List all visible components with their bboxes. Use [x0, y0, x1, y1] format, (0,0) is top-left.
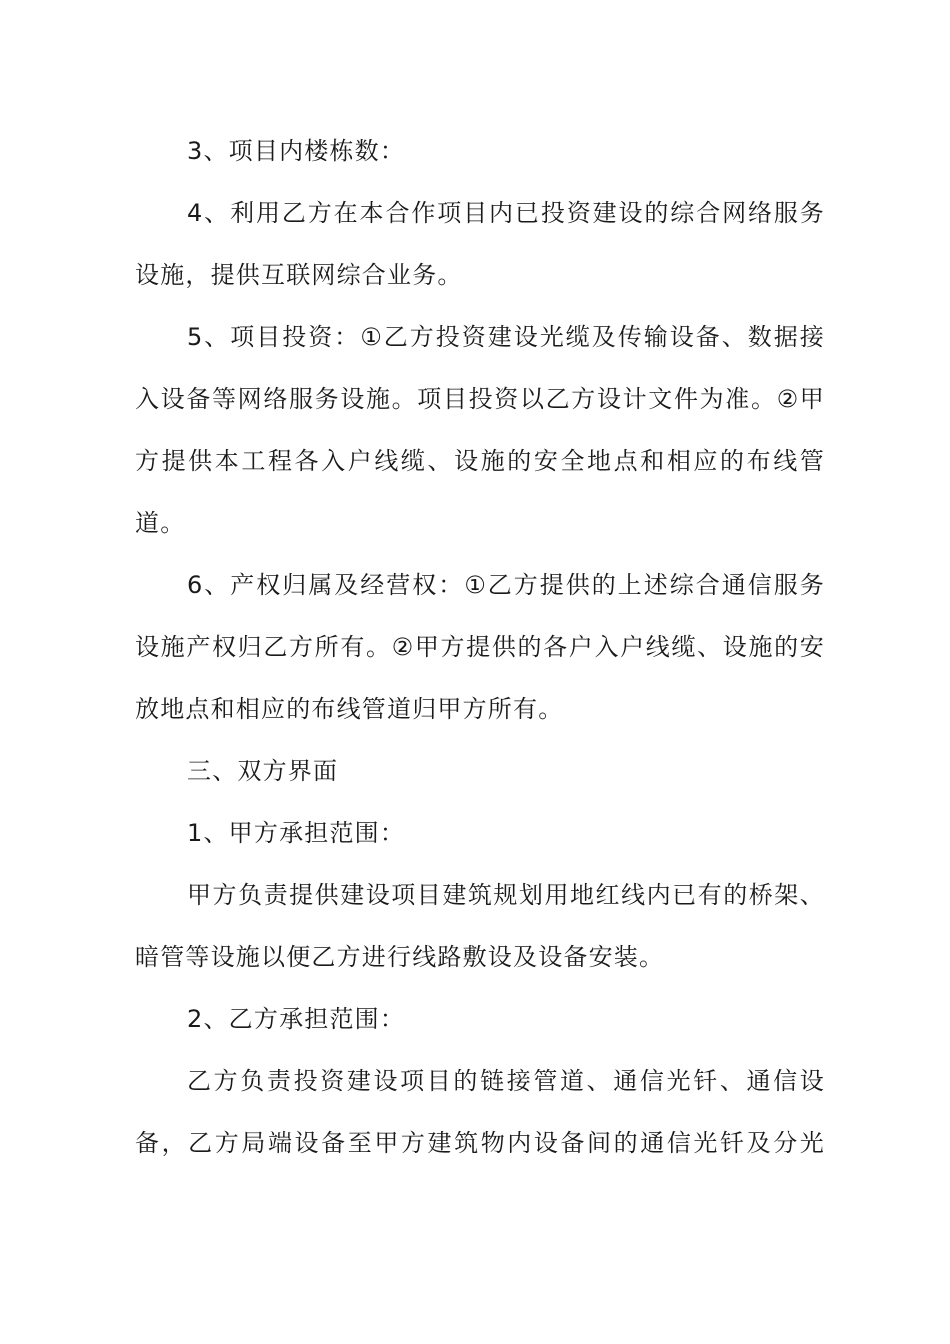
paragraph-project-investment: 5、项目投资：①乙方投资建设光缆及传输设备、数据接入设备等网络服务设施。项目投资以乙方设计文件为准。②甲方提供本工程各入户线缆、设施的安全地点和相应的布线管道。: [135, 323, 825, 537]
subheading-party-b-scope: 2、乙方承担范围：: [187, 1005, 406, 1033]
paragraph-party-b-scope: 乙方负责投资建设项目的链接管道、通信光钎、通信设备，乙方局端设备至甲方建筑物内设备间的通信光钎及分光: [135, 1067, 825, 1157]
subheading-party-a-scope: 1、甲方承担范围：: [187, 819, 406, 847]
paragraph-network-services: 4、利用乙方在本合作项目内已投资建设的综合网络服务设施，提供互联网综合业务。: [135, 199, 825, 289]
document-body: [135, 120, 825, 1174]
paragraph-party-a-scope: 甲方负责提供建设项目建筑规划用地红线内已有的桥架、暗管等设施以便乙方进行线路敷设及设备安装。: [135, 881, 825, 971]
paragraph-ownership: 6、产权归属及经营权：①乙方提供的上述综合通信服务设施产权归乙方所有。②甲方提供的各户入户线缆、设施的安放地点和相应的布线管道归甲方所有。: [135, 571, 825, 723]
section-heading-interfaces: 三、双方界面: [187, 757, 339, 785]
paragraph-building-count: 3、项目内楼栋数：: [187, 137, 406, 165]
